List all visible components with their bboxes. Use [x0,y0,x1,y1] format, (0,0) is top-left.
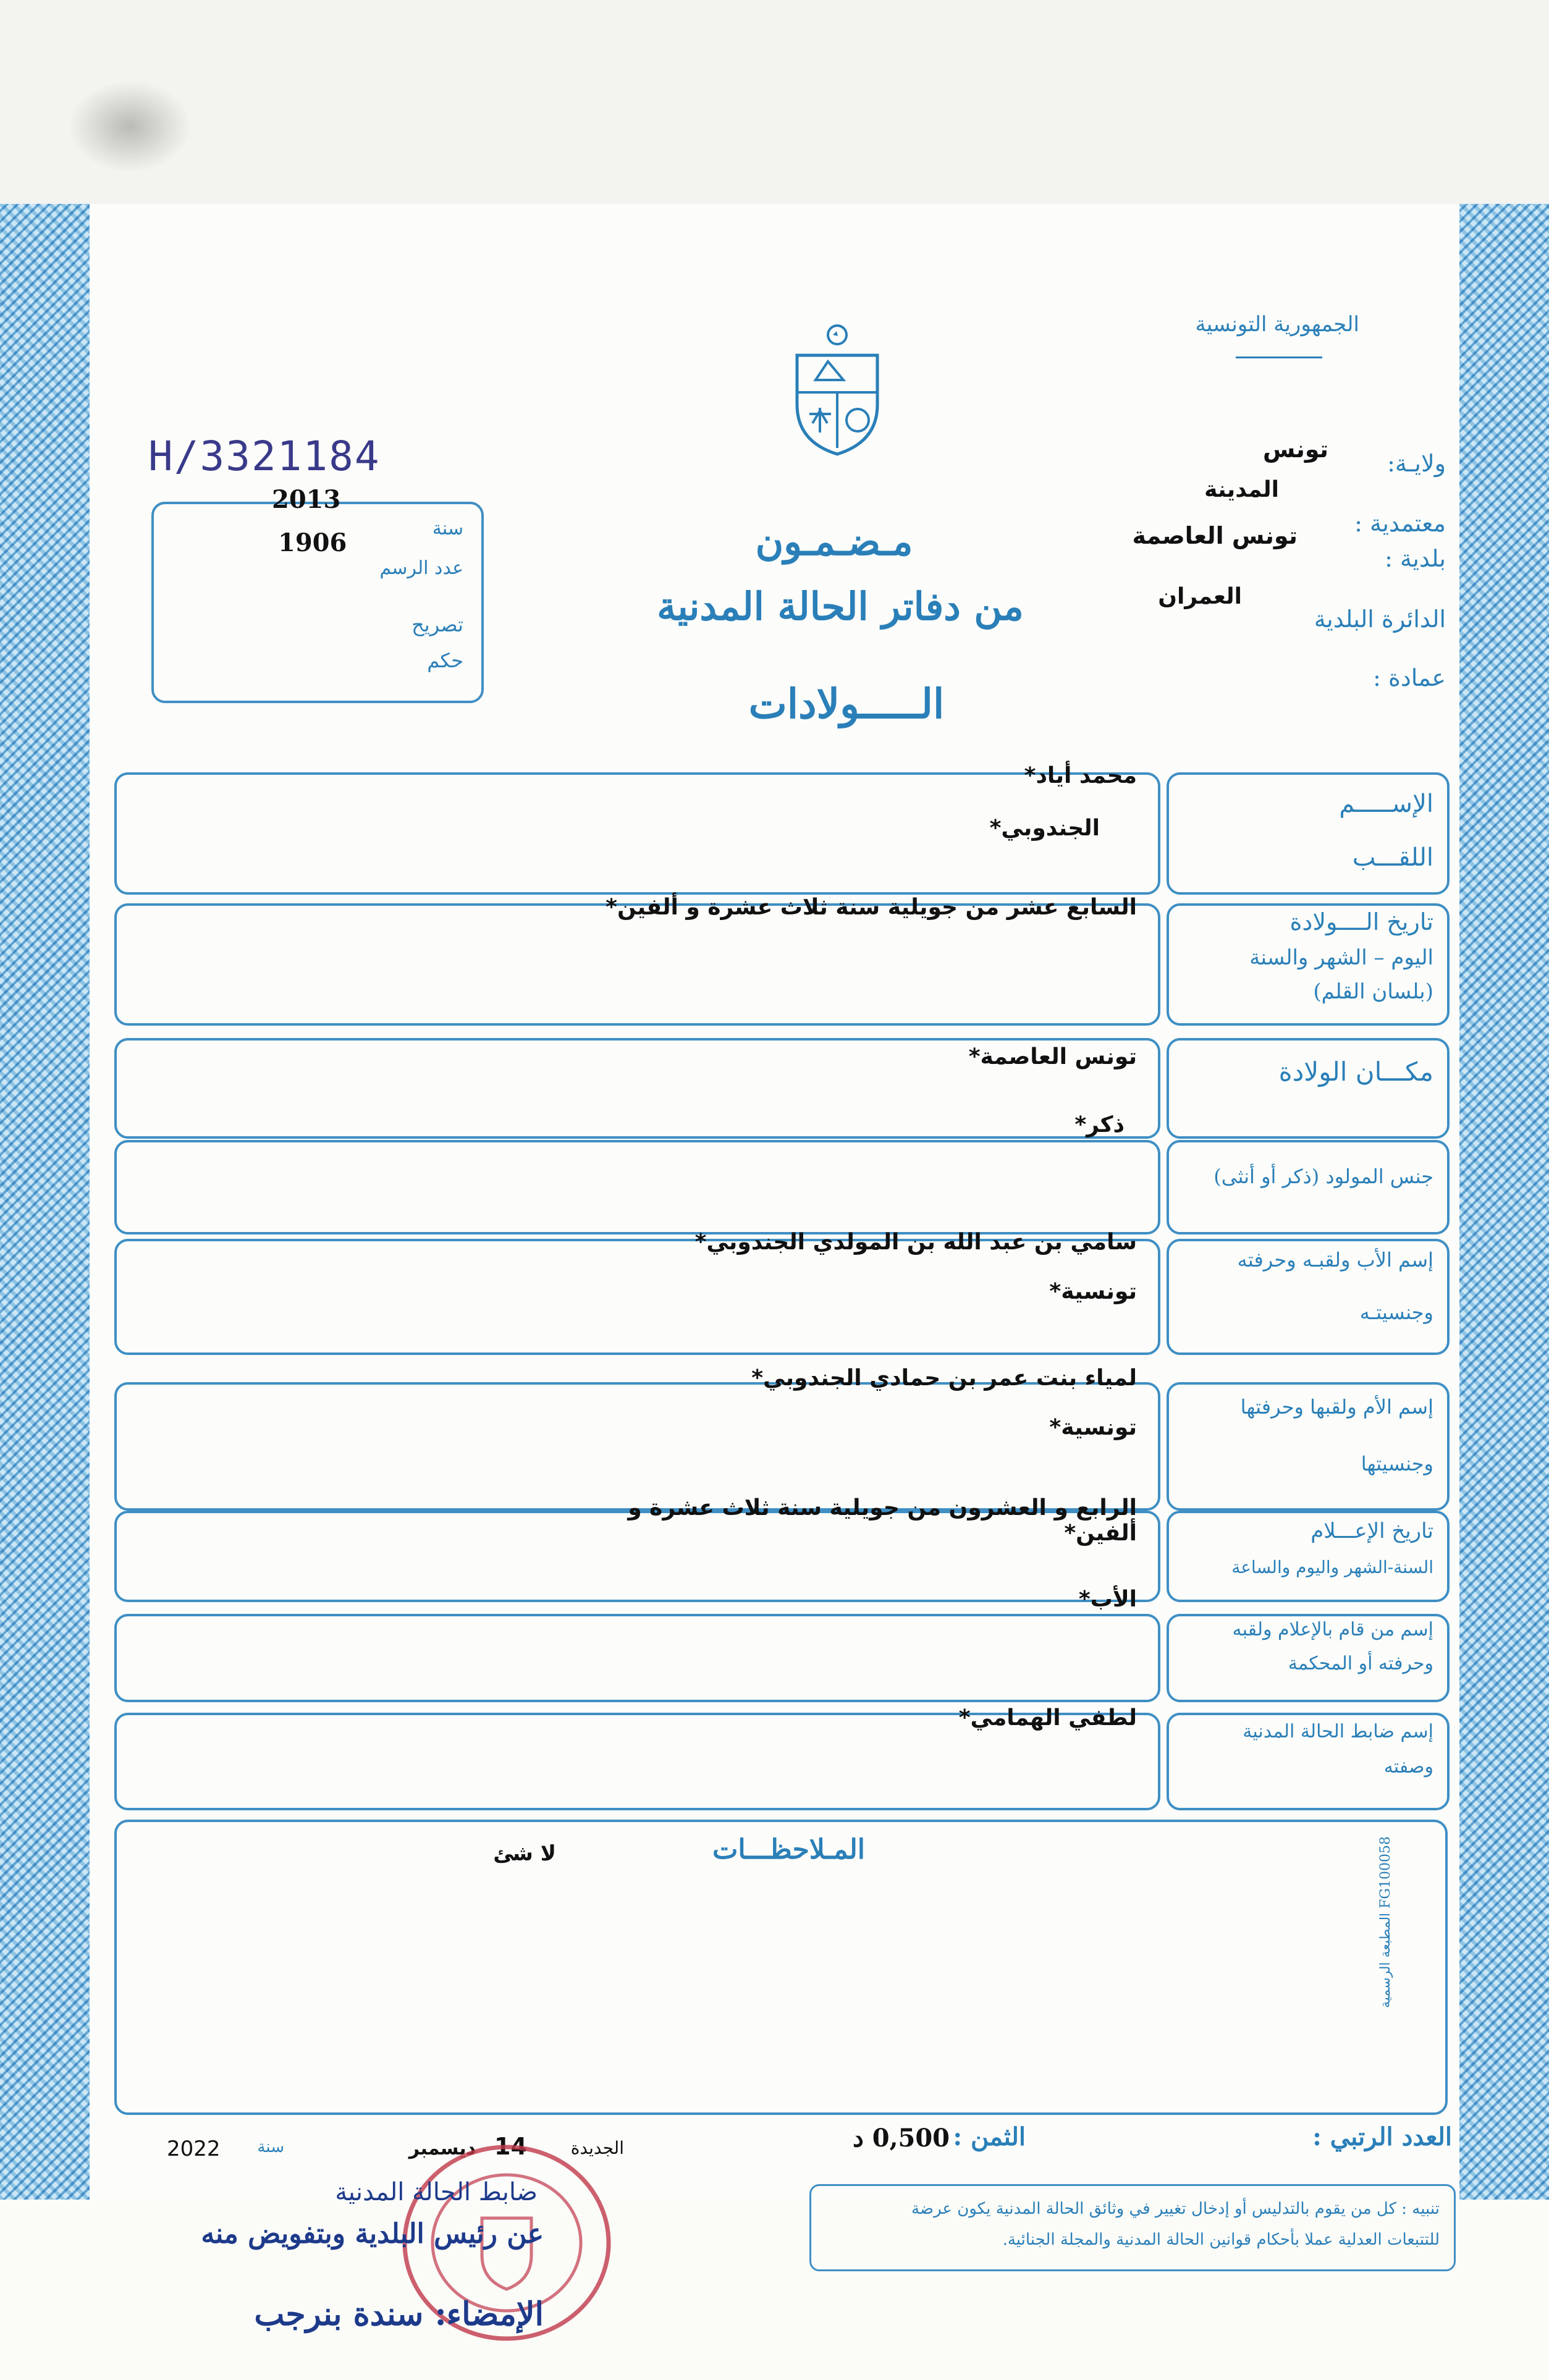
value-mother: لمياء بنت عمر بن حمادي الجندوبي* [751,1365,1137,1391]
value-mother-nationality: تونسية* [1049,1415,1137,1440]
officer-stamp-line: ضابط الحالة المدنية [335,2178,538,2206]
document-title-1: مـضـمـون [755,519,913,564]
remarks-value: لا شئ [493,1841,556,1866]
register-year-value: 2013 [272,485,341,514]
republic-header: الجمهورية التونسية [1195,312,1359,337]
value-sex: ذكر* [1074,1112,1125,1137]
guilloche-border-right [1459,204,1549,2200]
guilloche-border-left [0,204,90,2200]
register-declaration-label: تصريح [412,613,463,636]
header-underline [1236,357,1322,358]
label-mother: إسم الأم ولقبها وحرفتها [1240,1395,1433,1419]
footer-year-label: سنة [257,2138,284,2156]
motamadia-value: المدينة [1204,477,1279,502]
value-box-mother [114,1382,1160,1511]
baladia-value: تونس العاصمة [1132,522,1298,549]
footer-place: الجديدة [570,2138,624,2158]
register-year-label: سنة [432,518,463,539]
warning-line-1: تنبيه : كل من يقوم بالتدليس أو إدخال تغيير في وثائق الحالة المدنية يكون عرضة [911,2200,1440,2218]
document-title-2: من دفاتر الحالة المدنية [657,584,1024,629]
footer-serial-label: العدد الرتبي : [1312,2122,1452,2151]
wilaya-label: ولايـة: [1387,450,1446,477]
value-declarant: الأب* [1078,1587,1137,1612]
warning-box [809,2184,1456,2271]
footer-price-label: الثمن : [953,2122,1026,2151]
value-box-declarant [114,1614,1160,1702]
label-mother-nationality: وجنسيتها [1361,1452,1433,1475]
serial-number: H/3321184 [148,433,381,480]
motamadia-label: معتمدية : [1354,510,1446,537]
label-birth-date-format: اليوم – الشهر والسنة [1249,945,1433,970]
signature-stamp-line: الإمضاء: سندة بنرجب [254,2295,544,2333]
value-officer: لطفي الهمامي* [958,1705,1137,1731]
footer-price-value: 0,500 د [853,2124,950,2153]
printer-note: المطبعة الرسمية FG100058 [1378,1836,1393,2008]
remarks-label: المـلاحظـــات [712,1834,865,1865]
register-judgment-label: حكم [427,649,463,672]
label-sex: جنس المولود (ذكر أو أنثى) [1213,1165,1433,1188]
register-number-value: 1906 [278,528,347,557]
label-birth-place: مكـــان الولادة [1278,1057,1433,1087]
tunisia-coat-of-arms-icon [785,321,890,457]
scan-background [0,0,1549,204]
value-box-sex [114,1140,1160,1234]
value-birth-date: السابع عشر من جويلية سنة ثلاث عشرة و ألفين* [606,895,1137,920]
label-father: إسم الأب ولقبـه وحرفته [1237,1248,1433,1272]
label-declarant-profession: وحرفته أو المحكمة [1288,1653,1433,1674]
label-box-birth-place [1167,1038,1450,1139]
label-father-nationality: وجنسيتـه [1359,1301,1433,1324]
warning-line-2: للتتبعات العدلية عملا بأحكام قوانين الحالة المدنية والمجلة الجنائية. [1002,2230,1440,2249]
value-surname: الجندوبي* [989,816,1100,841]
value-declaration-date: الرابع و العشرون من جويلية سنة ثلاث عشرة و ألفين* [628,1495,1137,1546]
label-birth-date-note: (بلسان القلم) [1313,979,1433,1004]
label-officer-title: وصفته [1383,1756,1433,1778]
footer-year-value: 2022 [167,2137,221,2161]
wilaya-value: تونس [1262,436,1328,463]
value-box-birth-date [114,903,1160,1026]
value-father: سامي بن عبد الله بن المولدي الجندوبي* [694,1230,1137,1255]
value-birth-place: تونس العاصمة* [968,1044,1137,1070]
footer-date-month: ديسمبر [408,2138,476,2159]
label-declaration-date-format: السنة-الشهر واليوم والساعة [1231,1557,1433,1577]
daira-label: الدائرة البلدية [1314,606,1446,633]
label-officer: إسم ضابط الحالة المدنية [1243,1721,1433,1742]
baladia-label: بلدية : [1385,545,1446,572]
delegation-stamp-line: عن رئيس البلدية وبتفويض منه [201,2218,544,2250]
label-declaration-date: تاريخ الإعـــلام [1311,1519,1433,1543]
label-surname: اللقـــب [1352,843,1433,872]
footer-date-day: 14 [494,2133,527,2160]
scan-smudge [68,80,192,173]
daira-value: العمران [1158,584,1242,609]
value-first-name: محمد أياد* [1024,763,1137,788]
omada-label: عمادة : [1373,664,1446,691]
register-number-label: عدد الرسم [379,557,463,579]
label-birth-date: تاريخ الــــولادة [1289,908,1433,935]
value-father-nationality: تونسية* [1049,1279,1137,1304]
label-declarant: إسم من قام بالإعلام ولقبه [1232,1619,1433,1640]
document-title-3: الـــــولادات [748,680,945,728]
label-first-name: الإســـــم [1339,790,1433,818]
